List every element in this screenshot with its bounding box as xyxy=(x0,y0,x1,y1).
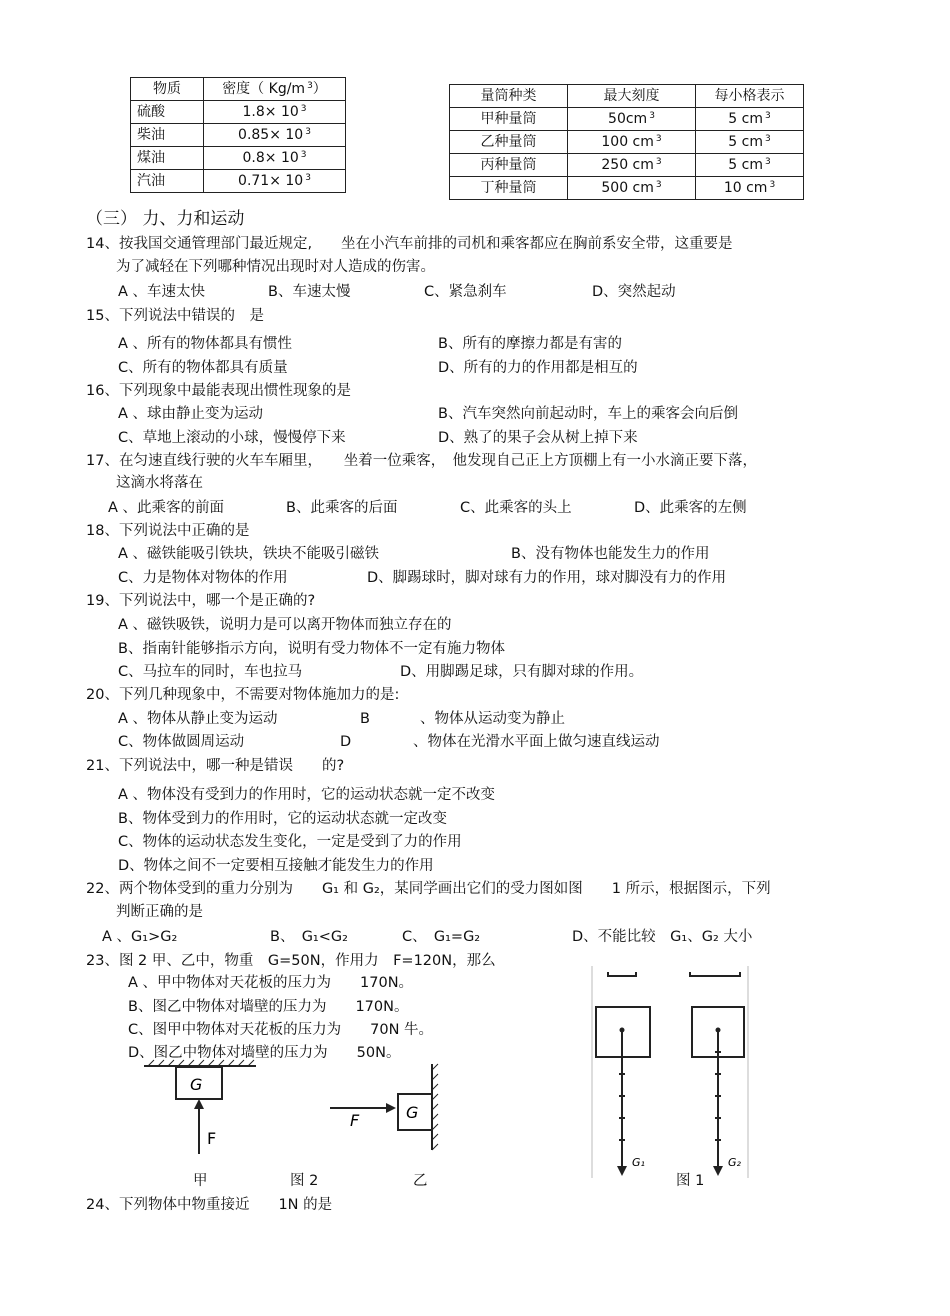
q14-option-b: B、车速太慢 xyxy=(268,284,351,300)
q20-option-d: 、物体在光滑水平面上做匀速直线运动 xyxy=(413,734,660,750)
q15-option-c: C、所有的物体都具有质量 xyxy=(118,360,288,376)
q18-option-d: D、脚踢球时，脚对球有力的作用，球对脚没有力的作用 xyxy=(367,570,727,586)
fig2-force-jia-label: F xyxy=(207,1129,217,1148)
q18-option-c: C、力是物体对物体的作用 xyxy=(118,570,288,586)
q20-option-a: A 、物体从静止变为运动 xyxy=(118,711,278,727)
cell-value: 5 cm xyxy=(728,111,763,127)
table-cell: 汽油 xyxy=(131,170,204,193)
q16-option-d: D、熟了的果子会从树上掉下来 xyxy=(438,430,638,446)
cell-value: 500 cm xyxy=(601,180,654,196)
table-cell xyxy=(204,124,346,147)
table-cell xyxy=(204,170,346,193)
q17-option-a: A 、此乘客的前面 xyxy=(108,500,225,516)
cell-exp: 3 xyxy=(300,150,307,160)
fig2-block-yi-label: G xyxy=(406,1103,419,1122)
fig1-arrowhead-g2 xyxy=(713,1166,723,1176)
fig2-caption-left: 甲 xyxy=(193,1173,208,1189)
q21-stem: 21、下列说法中，哪一种是错误 的? xyxy=(86,758,345,774)
q19-option-c: C、马拉车的同时，车也拉马 xyxy=(118,664,303,680)
fig2-block-jia-label: G xyxy=(190,1075,203,1094)
cell-exp: 3 xyxy=(764,111,771,121)
cell-exp: 3 xyxy=(300,104,307,114)
q16-option-a: A 、球由静止变为运动 xyxy=(118,406,264,422)
fig1-caption: 图 1 xyxy=(676,1173,705,1189)
table-header-cell: 每小格表示 xyxy=(696,85,804,108)
q24-stem: 24、下列物体中物重接近 1N 的是 xyxy=(86,1197,333,1213)
q14-option-c: C、紧急刹车 xyxy=(424,284,507,300)
q22-stem-line1: 22、两个物体受到的重力分别为 G₁ 和 G₂，某同学画出它们的受力图如图 1 所示，根据图示，下列 xyxy=(86,881,771,897)
table-cell: 煤油 xyxy=(131,147,204,170)
table-cell xyxy=(696,108,804,131)
table-row xyxy=(131,170,346,193)
table-cell xyxy=(568,131,696,154)
cell-exp: 3 xyxy=(655,180,662,190)
cell-exp: 3 xyxy=(764,157,771,167)
q17-stem-line1: 17、在匀速直线行驶的火车车厢里， 坐着一位乘客， 他发现自己正上方顶棚上有一小水滴正要下落， xyxy=(86,453,757,469)
cell-value: 1.8× 10 xyxy=(242,104,299,120)
table-header-cell: 最大刻度 xyxy=(568,85,696,108)
table-row xyxy=(131,147,346,170)
fig2-ceiling xyxy=(144,1060,256,1066)
q23-option-a: A 、甲中物体对天花板的压力为 170N。 xyxy=(128,975,414,991)
q19-option-b: B、指南针能够指示方向，说明有受力物体不一定有施力物体 xyxy=(118,641,505,657)
table-cell xyxy=(204,101,346,124)
cell-exp: 3 xyxy=(764,134,771,144)
table-cell xyxy=(696,154,804,177)
q15-option-a: A 、所有的物体都具有惯性 xyxy=(118,336,293,352)
fig1-label-g1: G₁ xyxy=(632,1156,645,1169)
q21-option-a: A 、物体没有受到力的作用时，它的运动状态就一定不改变 xyxy=(118,787,496,803)
q20-option-b-letter: B xyxy=(360,711,370,727)
q21-option-d: D、物体之间不一定要相互接触才能发生力的作用 xyxy=(118,858,434,874)
table-row xyxy=(450,177,804,200)
q17-option-c: C、此乘客的头上 xyxy=(460,500,572,516)
density-header-sup: 3 xyxy=(307,81,313,91)
q20-option-c: C、物体做圆周运动 xyxy=(118,734,245,750)
table-cell xyxy=(568,154,696,177)
q14-option-a: A 、车速太快 xyxy=(118,284,206,300)
table-cell xyxy=(204,147,346,170)
q20-option-b: 、物体从运动变为静止 xyxy=(420,711,565,727)
q17-option-d: D、此乘客的左侧 xyxy=(634,500,747,516)
q20-option-d-letter: D xyxy=(340,734,352,750)
fig1-label-g2: G₂ xyxy=(728,1156,741,1169)
fig1-arrowhead-g1 xyxy=(617,1166,627,1176)
q20-stem: 20、下列几种现象中，不需要对物体施加力的是: xyxy=(86,687,400,703)
q21-option-c: C、物体的运动状态发生变化，一定是受到了力的作用 xyxy=(118,834,462,850)
table-cell xyxy=(696,177,804,200)
table-row xyxy=(131,101,346,124)
cell-value: 100 cm xyxy=(601,134,654,150)
q18-option-a: A 、磁铁能吸引铁块，铁块不能吸引磁铁 xyxy=(118,546,380,562)
cell-exp: 3 xyxy=(655,157,662,167)
fig2-force-yi-label: F xyxy=(350,1111,360,1130)
table-row xyxy=(450,154,804,177)
cell-exp: 3 xyxy=(769,180,776,190)
q22-option-b: B、 G₁<G₂ xyxy=(270,929,348,945)
q23-option-c: C、图甲中物体对天花板的压力为 70N 牛。 xyxy=(128,1022,434,1038)
q22-option-a: A 、G₁>G₂ xyxy=(102,929,178,945)
q14-stem-line1: 14、按我国交通管理部门最近规定, 坐在小汽车前排的司机和乘客都应在胸前系安全带，这重要是 xyxy=(86,236,733,252)
table-header-cell: 物质 xyxy=(131,78,204,101)
fig1-top-bracket-right xyxy=(690,972,740,976)
density-header-close: ） xyxy=(312,81,327,97)
density-table xyxy=(130,77,346,193)
q17-stem-line2: 这滴水将落在 xyxy=(116,475,203,491)
cell-exp: 3 xyxy=(655,134,662,144)
table-cell: 丁种量筒 xyxy=(450,177,568,200)
table-header-cell xyxy=(204,78,346,101)
q16-stem: 16、下列现象中最能表现出惯性现象的是 xyxy=(86,383,351,399)
cell-value: 5 cm xyxy=(728,134,763,150)
cylinder-table xyxy=(449,84,804,200)
section-title: （三） 力、力和运动 xyxy=(86,209,245,229)
q21-option-b: B、物体受到力的作用时，它的运动状态就一定改变 xyxy=(118,811,447,827)
cell-value: 50cm xyxy=(608,111,648,127)
cell-value: 0.8× 10 xyxy=(242,150,299,166)
table-row xyxy=(131,124,346,147)
table-cell: 甲种量筒 xyxy=(450,108,568,131)
q16-option-c: C、草地上滚动的小球，慢慢停下来 xyxy=(118,430,346,446)
table-row xyxy=(450,108,804,131)
q19-option-d: D、用脚踢足球，只有脚对球的作用。 xyxy=(400,664,644,680)
q19-stem: 19、下列说法中，哪一个是正确的? xyxy=(86,593,316,609)
density-header-text: 密度（ Kg/m xyxy=(222,81,306,97)
cell-exp: 3 xyxy=(305,173,311,183)
q18-stem: 18、下列说法中正确的是 xyxy=(86,523,250,539)
table-row xyxy=(450,131,804,154)
cell-value: 0.85× 10 xyxy=(238,127,304,143)
fig2-caption-right: 乙 xyxy=(413,1173,428,1189)
table-cell: 柴油 xyxy=(131,124,204,147)
table-cell xyxy=(696,131,804,154)
cell-exp: 3 xyxy=(649,111,655,121)
table-cell: 丙种量筒 xyxy=(450,154,568,177)
q22-option-c: C、 G₁=G₂ xyxy=(402,929,481,945)
q15-option-b: B、所有的摩擦力都是有害的 xyxy=(438,336,622,352)
cell-value: 250 cm xyxy=(601,157,654,173)
table-cell: 乙种量筒 xyxy=(450,131,568,154)
q22-stem-line2: 判断正确的是 xyxy=(116,904,203,920)
cell-value: 10 cm xyxy=(723,180,768,196)
figure-2 xyxy=(140,1058,450,1158)
q18-option-b: B、没有物体也能发生力的作用 xyxy=(511,546,710,562)
figure-1 xyxy=(590,966,755,1181)
q15-stem: 15、下列说法中错误的 是 xyxy=(86,308,264,324)
fig2-arrowhead-yi xyxy=(386,1103,396,1113)
q14-option-d: D、突然起动 xyxy=(592,284,676,300)
cell-exp: 3 xyxy=(305,127,311,137)
table-cell: 硫酸 xyxy=(131,101,204,124)
table-cell xyxy=(568,108,696,131)
cell-value: 0.71× 10 xyxy=(238,173,304,189)
table-header-row xyxy=(450,85,804,108)
fig2-caption-mid: 图 2 xyxy=(290,1173,319,1189)
cell-value: 5 cm xyxy=(728,157,763,173)
table-cell xyxy=(568,177,696,200)
q17-option-b: B、此乘客的后面 xyxy=(286,500,398,516)
table-header-row xyxy=(131,78,346,101)
fig2-arrowhead-jia xyxy=(194,1099,204,1109)
q22-option-d: D、不能比较 G₁、G₂ 大小 xyxy=(572,929,753,945)
table-header-cell: 量筒种类 xyxy=(450,85,568,108)
q16-option-b: B、汽车突然向前起动时，车上的乘客会向后倒 xyxy=(438,406,738,422)
fig1-top-bracket-left xyxy=(608,972,636,976)
q19-option-a: A 、磁铁吸铁，说明力是可以离开物体而独立存在的 xyxy=(118,617,452,633)
q14-stem-line2: 为了减轻在下列哪种情况出现时对人造成的伤害。 xyxy=(116,259,435,275)
q23-option-d: D、图乙中物体对墙壁的压力为 50N。 xyxy=(128,1045,401,1061)
q23-stem: 23、图 2 甲、乙中，物重 G=50N，作用力 F=120N，那么 xyxy=(86,953,496,969)
q15-option-d: D、所有的力的作用都是相互的 xyxy=(438,360,638,376)
q23-option-b: B、图乙中物体对墙壁的压力为 170N。 xyxy=(128,999,409,1015)
